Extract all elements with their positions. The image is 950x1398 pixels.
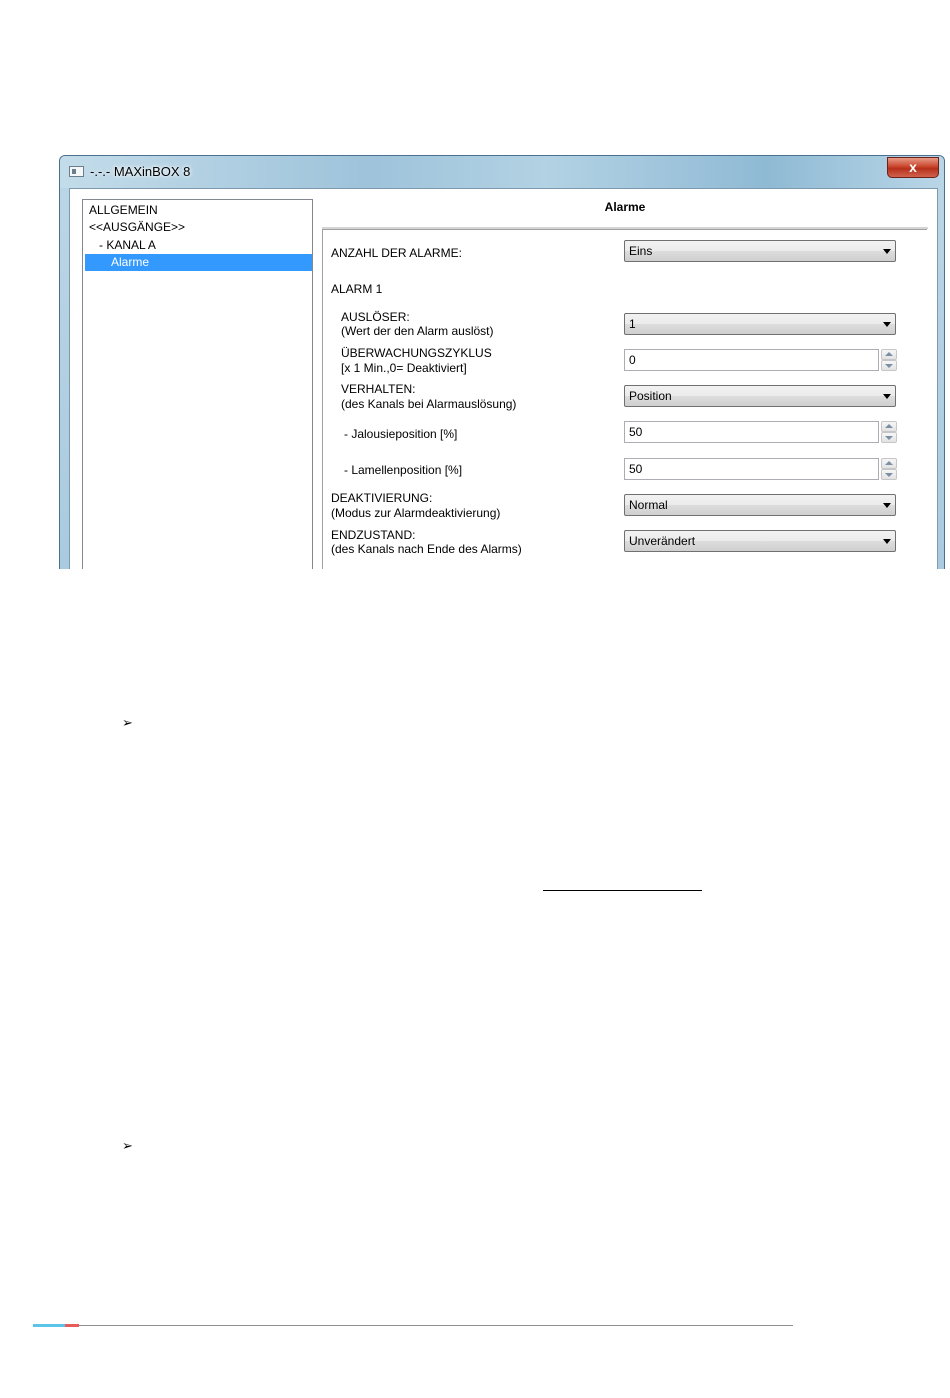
ausloeser-label: AUSLÖSER: [341, 310, 410, 324]
window-frame [60, 188, 69, 569]
tree-item-kanal-a[interactable]: - KANAL A [99, 238, 156, 252]
section-title: ALARM 1 [331, 282, 383, 296]
chevron-down-icon [883, 322, 891, 327]
verhalten-value: Position [629, 389, 672, 403]
ausloeser-sublabel: (Wert der den Alarm auslöst) [341, 324, 494, 338]
close-icon: x [909, 159, 917, 175]
jalousie-label: - Jalousieposition [%] [344, 427, 458, 441]
chevron-down-icon [883, 249, 891, 254]
endzustand-dropdown[interactable] [624, 530, 896, 552]
spin-up-icon[interactable] [881, 458, 897, 469]
arrow-bullet-icon: ➢ [122, 1138, 133, 1153]
endzustand-value: Unverändert [629, 534, 696, 548]
verhalten-sublabel: (des Kanals bei Alarmauslösung) [341, 397, 517, 411]
deaktivierung-label: DEAKTIVIERUNG: [331, 491, 433, 505]
tree-item-allgemein[interactable]: ALLGEMEIN [89, 203, 158, 217]
endzustand-sublabel: (des Kanals nach Ende des Alarms) [331, 542, 522, 556]
lamellen-input[interactable]: 50 [624, 458, 879, 480]
window-title: -.-.- MAXinBOX 8 [90, 164, 191, 179]
lamellen-label: - Lamellenposition [%] [344, 463, 463, 477]
tree-item-ausgaenge[interactable]: <<AUSGÄNGE>> [89, 220, 186, 234]
endzustand-label: ENDZUSTAND: [331, 528, 416, 542]
footer-divider [33, 1325, 793, 1326]
dialog-client-area [69, 188, 938, 569]
chevron-down-icon [883, 394, 891, 399]
spin-up-icon[interactable] [881, 421, 897, 432]
chevron-down-icon [883, 503, 891, 508]
close-button[interactable] [887, 157, 939, 178]
deaktivierung-dropdown[interactable] [624, 494, 896, 516]
deaktivierung-value: Normal [629, 498, 668, 512]
spin-down-icon[interactable] [881, 360, 897, 371]
ueberwachung-sublabel: [x 1 Min.,0= Deaktiviert] [341, 361, 467, 375]
anzahl-label: ANZAHL DER ALARME: [331, 246, 462, 260]
maxinbox-window [59, 155, 945, 569]
ueberwachung-input[interactable]: 0 [624, 349, 879, 371]
verhalten-label: VERHALTEN: [341, 382, 416, 396]
app-icon [69, 166, 84, 177]
panel-title: Alarme [322, 199, 928, 229]
spin-up-icon[interactable] [881, 349, 897, 360]
ausloeser-dropdown[interactable] [624, 313, 896, 335]
anzahl-dropdown[interactable] [624, 240, 896, 262]
underline-mark [543, 890, 702, 891]
parameter-tree [82, 199, 313, 569]
title-bar[interactable] [60, 156, 944, 188]
lamellen-spinner [881, 458, 897, 480]
ueberwachung-spinner [881, 349, 897, 371]
parameter-panel [322, 229, 927, 569]
tree-item-alarme[interactable]: Alarme [85, 254, 312, 271]
anzahl-value: Eins [629, 244, 653, 258]
footer-accent [33, 1324, 79, 1327]
spin-down-icon[interactable] [881, 432, 897, 443]
verhalten-dropdown[interactable] [624, 385, 896, 407]
chevron-down-icon [883, 539, 891, 544]
spin-down-icon[interactable] [881, 469, 897, 480]
ausloeser-value: 1 [629, 317, 636, 331]
deaktivierung-sublabel: (Modus zur Alarmdeaktivierung) [331, 506, 501, 520]
ueberwachung-label: ÜBERWACHUNGSZYKLUS [341, 346, 492, 360]
arrow-bullet-icon: ➢ [122, 715, 133, 730]
jalousie-spinner [881, 421, 897, 443]
jalousie-input[interactable]: 50 [624, 421, 879, 443]
